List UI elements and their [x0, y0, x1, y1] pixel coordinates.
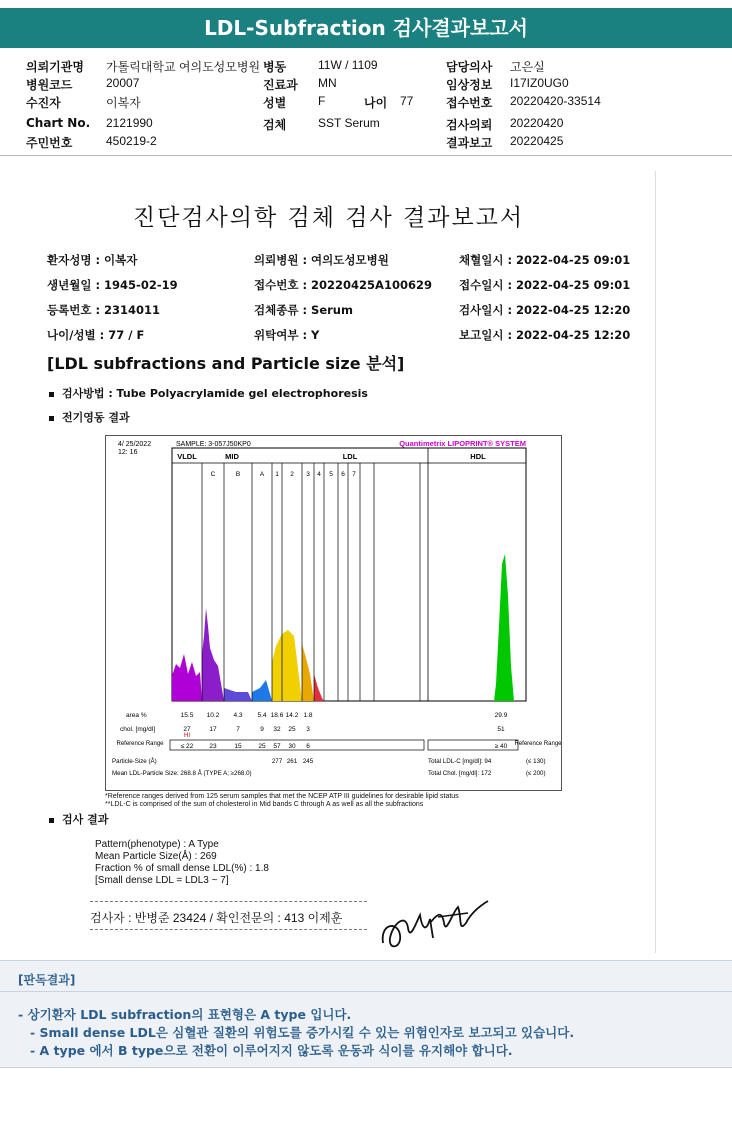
chol-row-label: chol. [mg/dl]: [120, 726, 156, 733]
verdict-line-2: - Small dense LDL은 심혈관 질환의 위험도를 증가시킬 수 있는 위험인자로 보고되고 있습니다.: [30, 1025, 575, 1040]
verdict-title: [판독결과]: [18, 973, 76, 987]
band-label: C: [210, 471, 216, 478]
band-label: 6: [341, 471, 345, 478]
ref-value: 25: [258, 743, 266, 750]
patient-info-field: 접수번호 : 20220425A100629: [254, 278, 432, 292]
report-banner: LDL-Subfraction 검사결과보고서: [0, 8, 732, 48]
header-key: 결과보고: [446, 136, 493, 150]
result-size: Mean Particle Size(Å) : 269: [95, 851, 217, 862]
patient-info-field: 보고일시 : 2022-04-25 12:20: [459, 328, 631, 342]
ref-value: 57: [273, 743, 281, 750]
area-value: 14.2: [285, 712, 299, 719]
ref-row-label: Reference Range: [116, 741, 164, 747]
area-value: 5.4: [257, 712, 267, 719]
header-key: 성별: [263, 96, 287, 110]
plot-frame: [172, 448, 526, 701]
total-chol: Total Chol. [mg/dl]: 172: [428, 770, 492, 777]
patient-info-field: 위탁여부 : Y: [254, 328, 320, 342]
chol-value: 17: [209, 726, 217, 733]
ref-value: 23: [209, 743, 217, 750]
area-value: 29.9: [494, 712, 508, 719]
band-label: 2: [290, 471, 294, 478]
chol-value: 51: [497, 726, 505, 733]
header-key: 검사의뢰: [446, 118, 493, 132]
particle-value: 245: [302, 758, 314, 765]
group-label: MID: [225, 452, 239, 461]
report-card: [2, 171, 656, 953]
ref-box: [170, 740, 424, 750]
result-label: 검사 결과: [49, 811, 108, 827]
result-sdldl: [Small dense LDL = LDL3 ~ 7]: [95, 875, 229, 886]
ldl1-area: [272, 630, 302, 701]
total-ldl: Total LDL-C [mg/dl]: 94: [428, 758, 492, 765]
age-value: 77: [400, 94, 414, 108]
band-label: 7: [352, 471, 356, 478]
particle-value: 261: [286, 758, 298, 765]
hdl-ref-value: ≥ 40: [494, 743, 508, 750]
mean-size: Mean LDL-Particle Size: 268.8 Å (TYPE A; ≥268.0): [112, 770, 252, 777]
result-pattern: Pattern(phenotype) : A Type: [95, 839, 219, 850]
band-label: 5: [329, 471, 333, 478]
signature-image: [378, 893, 493, 953]
band-label: 4: [317, 471, 321, 478]
header-value: 450219-2: [106, 134, 157, 148]
mid-b-area: [224, 688, 252, 701]
mid-c-area: [202, 608, 224, 701]
header-value: I17IZ0UG0: [510, 76, 569, 90]
total-chol-ref: (≤ 200): [526, 770, 546, 777]
chart-sample: SAMPLE: 3-057J50KP0: [176, 441, 251, 448]
patient-info-field: 환자성명 : 이복자: [47, 253, 138, 267]
patient-info-field: 검사일시 : 2022-04-25 12:20: [459, 303, 631, 317]
patient-info-field: 나이/성별 : 77 / F: [47, 328, 145, 342]
area-value: 18.6: [270, 712, 284, 719]
header-value: 2121990: [106, 116, 153, 130]
chol-value: 9: [260, 726, 264, 733]
method-line: 검사방법 : Tube Polyacrylamide gel electrophoresis: [49, 385, 368, 401]
group-label: HDL: [470, 452, 486, 461]
total-ldl-ref: (≤ 130): [526, 758, 546, 765]
area-value: 4.3: [233, 712, 243, 719]
patient-info-field: 등록번호 : 2314011: [47, 303, 161, 317]
patient-info-field: 접수일시 : 2022-04-25 09:01: [459, 278, 631, 292]
group-label: VLDL: [177, 452, 197, 461]
band-label: 1: [275, 471, 279, 478]
chart-svg: [106, 436, 561, 790]
chol-value: 32: [273, 726, 281, 733]
particle-label: Particle-Size (Å): [112, 758, 157, 765]
patient-info-field: 채혈일시 : 2022-04-25 09:01: [459, 253, 631, 267]
header-value: SST Serum: [318, 116, 380, 130]
header-key: 병원코드: [26, 78, 73, 92]
vldl-area: [172, 654, 202, 701]
result-fraction: Fraction % of small dense LDL(%) : 1.8: [95, 863, 269, 874]
header-key: 주민번호: [26, 136, 73, 150]
header-key: Chart No.: [26, 116, 91, 130]
header-value: 11W / 1109: [318, 58, 378, 72]
header-value: 20220420-33514: [510, 94, 601, 108]
chol-value: 3: [306, 726, 310, 733]
header-value: MN: [318, 76, 337, 90]
header-key: 접수번호: [446, 96, 493, 110]
chart-brand: Quantimetrix LIPOPRINT® SYSTEM: [399, 439, 526, 448]
ref-value: ≤ 22: [180, 743, 194, 750]
chart-time: 12: 16: [118, 449, 138, 456]
electro-label: 전기영동 결과: [49, 409, 130, 425]
patient-info-field: 검체종류 : Serum: [254, 303, 353, 317]
header-value: 이복자: [106, 96, 141, 110]
footnote-1: *Reference ranges derived from 125 serum samples that met the NCEP ATP III guidelines for desirable lipid status: [105, 793, 459, 800]
band-label: B: [235, 471, 241, 478]
chol-value: 27: [183, 726, 191, 733]
ldl3-area: [314, 674, 324, 701]
age-label: 나이: [364, 96, 388, 110]
header-key: 수진자: [26, 96, 61, 110]
footnote-2: **LDL-C is comprised of the sum of cholesterol in Mid bands C through A as well as all the subfractions: [105, 801, 424, 808]
particle-value: 277: [271, 758, 283, 765]
header-value: 20220425: [510, 134, 564, 148]
group-label: LDL: [342, 452, 358, 461]
area-value: 15.5: [180, 712, 194, 719]
header-value: 20007: [106, 76, 140, 90]
section-title: [LDL subfractions and Particle size 분석]: [47, 354, 405, 373]
area-value: 1.8: [303, 712, 313, 719]
verdict-panel: [0, 960, 732, 1068]
patient-info-field: 의뢰병원 : 여의도성모병원: [254, 253, 389, 267]
patient-info-field: 생년월일 : 1945-02-19: [47, 278, 178, 292]
electrophoresis-chart: [105, 435, 562, 791]
ref-value: 15: [234, 743, 242, 750]
header-key: 진료과: [263, 78, 298, 92]
header-key: 담당의사: [446, 60, 493, 74]
header-key: 의뢰기관명: [26, 60, 84, 74]
verdict-line-3: - A type 에서 B type으로 전환이 이루어지지 않도록 운동과 식이를 유지해야 합니다.: [30, 1043, 513, 1058]
ref-right-label: Reference Range: [514, 741, 561, 747]
mid-a-area: [252, 680, 272, 701]
header-value: 20220420: [510, 116, 564, 130]
ref-value: 30: [288, 743, 296, 750]
verdict-line-1: - 상기환자 LDL subfraction의 표현형은 A type 입니다.: [18, 1007, 352, 1022]
header-value: 가톨릭대학교 여의도성모병원: [106, 60, 261, 74]
report-title: 진단검사의학 검체 검사 결과보고서: [132, 205, 525, 231]
area-value: 10.2: [206, 712, 220, 719]
area-row-label: area %: [126, 712, 147, 719]
header-key: 병동: [263, 60, 287, 74]
hi-flag: HI: [184, 733, 190, 739]
band-label: A: [259, 471, 265, 478]
hdl-area: [494, 554, 514, 701]
header-value: F: [318, 94, 326, 108]
band-label: 3: [306, 471, 310, 478]
signer-line: 검사자 : 반병준 23424 / 확인전문의 : 413 이제훈: [90, 911, 343, 925]
ldl2-area: [302, 644, 314, 701]
header-key: 검체: [263, 118, 287, 132]
chol-value: 7: [236, 726, 240, 733]
header-key: 임상정보: [446, 78, 493, 92]
chart-date: 4/ 25/2022: [118, 441, 152, 448]
ref-value: 6: [306, 743, 310, 750]
chol-value: 25: [288, 726, 296, 733]
header-value: 고은실: [510, 60, 545, 74]
